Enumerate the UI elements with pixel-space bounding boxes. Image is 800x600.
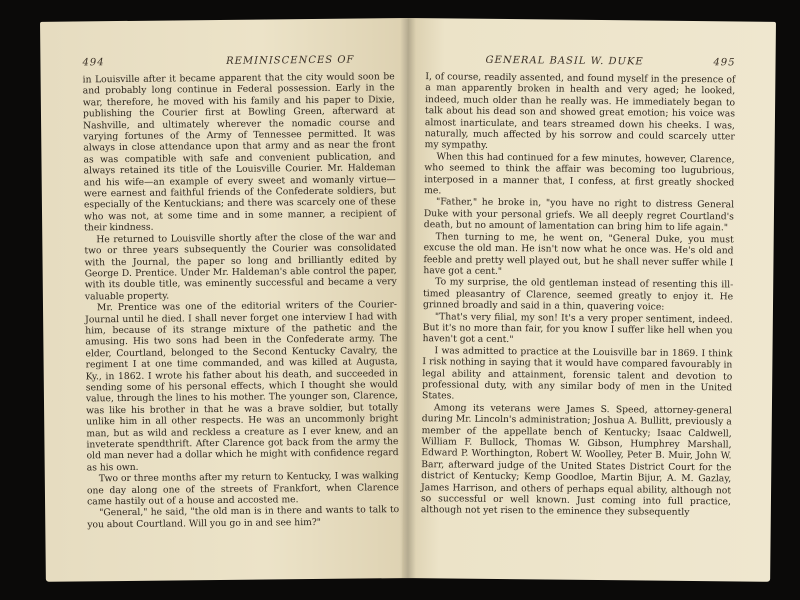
right-running-head: GENERAL BASIL W. DUKE: [485, 54, 644, 68]
left-running-head: REMINISCENCES OF: [225, 54, 355, 67]
paragraph: "General," he said, "the old man is in there and wants to talk to you about Courtland. Will you go in and see him?": [87, 504, 400, 531]
right-page-header: [426, 54, 736, 68]
open-book: [40, 18, 776, 578]
paragraph: He returned to Louisville shortly after the close of the war and two or three years subsequently the Courier was consolidated with the Journal, the paper so long and brilliantly edited by George D. Prentice. Under Mr. Haldeman's able control the paper, with its double title, was eminently successful and became a very valuable property.: [84, 230, 397, 303]
paragraph: Mr. Prentice was one of the editorial writers of the Courier-Journal until he died. I shall never forget one interview I had with him, because of its strange mixture of the pathetic and the amusing. His two sons had been in the Confederate army. The elder, Courtland, belonged to the Second Kentucky Cavalry, the regiment I at one time commanded, and was killed at Augusta, Ky., in 1862. I wrote his father about his death, and succeeded in sending some of his personal effects, which I thought she would value, through the lines to his mother. The younger son, Clarence, was like his brother in that he was a brave soldier, but totally unlike him in all other respects. He was an uncommonly bright man, but as wild and reckless a creature as I ever knew, and an inveterate spendthrift. After Clarence got back from the army the old man never had a dollar which he might with confidence regard as his own.: [85, 299, 399, 474]
paragraph: To my surprise, the old gentleman instead of resenting this ill-timed pleasantry of Clarence, seemed greatly to enjoy it. He grinned broadly and said in a thin, quavering voice:: [422, 276, 734, 313]
left-page: [40, 18, 414, 582]
paragraph: in Louisville after it became apparent that the city would soon be and probably long continue in Federal possession. Early in the war, therefore, he moved with his family and his paper to Dixie, publishing the Courier first at Bowling Green, afterward at Nashville, and ultimately wherever the nomadic course and varying fortunes of the Army of Tennessee permitted. It was always in close attendance upon that army and as near the front as was compatible with safe and convenient publication, and always retained its title of the Louisville Courier. Mr. Haldeman and his wife—an example of every sweet and womanly virtue—were earnest and faithful friends of the Confederate soldiers, but especially of the Kentuckians; and there was scarcely one of these who was not, at some time and in some manner, a recipient of their kindness.: [82, 71, 397, 234]
paragraph: Then turning to me, he went on, "General Duke, you must excuse the old man. He isn't now what he once was. He's old and feeble and pretty well played out, but he shall never suffer while I have got a cent.": [423, 230, 734, 277]
left-page-number: 494: [82, 57, 105, 69]
paragraph: I was admitted to practice at the Louisville bar in 1869. I think I risk nothing in saying that it would have compared favourably in legal ability and attainment, forensic talent and devotion to professional duty, with any similar body of men in the United States.: [421, 345, 733, 402]
left-page-body: [83, 71, 400, 530]
paragraph: When this had continued for a few minutes, however, Clarence, who seemed to think the affair was becoming too lugubrious, interposed in a manner that, I confess, at first greatly shocked me.: [424, 151, 735, 197]
paragraph: I, of course, readily assented, and found myself in the presence of a man apparently broken in health and very aged; he looked, indeed, much older than he really was. He immediately began to talk about his dead son and showed great emotion; his voice was almost inarticulate, and tears streamed down his cheeks. I was, naturally, much affected by his sorrow and could scarcely utter my sympathy.: [424, 71, 736, 152]
paragraph: "Father," he broke in, "you have no right to distress General Duke with your personal griefs. We all deeply regret Courtland's death, but no amount of lamentation can bring him to life again.": [423, 196, 735, 234]
right-page-body: [421, 71, 736, 519]
paragraph: Two or three months after my return to Kentucky, I was walking one day along one of the streets of Frankfort, when Clarence came hastily out of a house and accosted me.: [86, 470, 399, 508]
left-page-header: [82, 54, 394, 68]
paragraph: Among its veterans were James S. Speed, attorney-general during Mr. Lincoln's administration; Joshua A. Bullitt, previously a member of the appellate bench of Kentucky; Isaac Caldwell, William F. Bullock, Thomas W. Gibson, Humphrey Marshall, Edward P. Worthington, Robert W. Woolley, Peter B. Muir, John W. Barr, afterward judge of the United States District Court for the district of Kentucky; Kemp Goodloe, Martin Bijur, A. M. Gazlay, James Harrison, and others of perhaps equal ability, although not so successful or well known. Just coming into full practice, although not yet risen to the eminence they subsequently: [420, 402, 732, 519]
right-page: [402, 18, 776, 582]
right-page-number: 495: [713, 57, 736, 69]
paragraph: "That's very filial, my son! It's a very proper sentiment, indeed. But it's no more than fair, for you know I suffer like hell when you haven't got a cent.": [422, 310, 733, 346]
